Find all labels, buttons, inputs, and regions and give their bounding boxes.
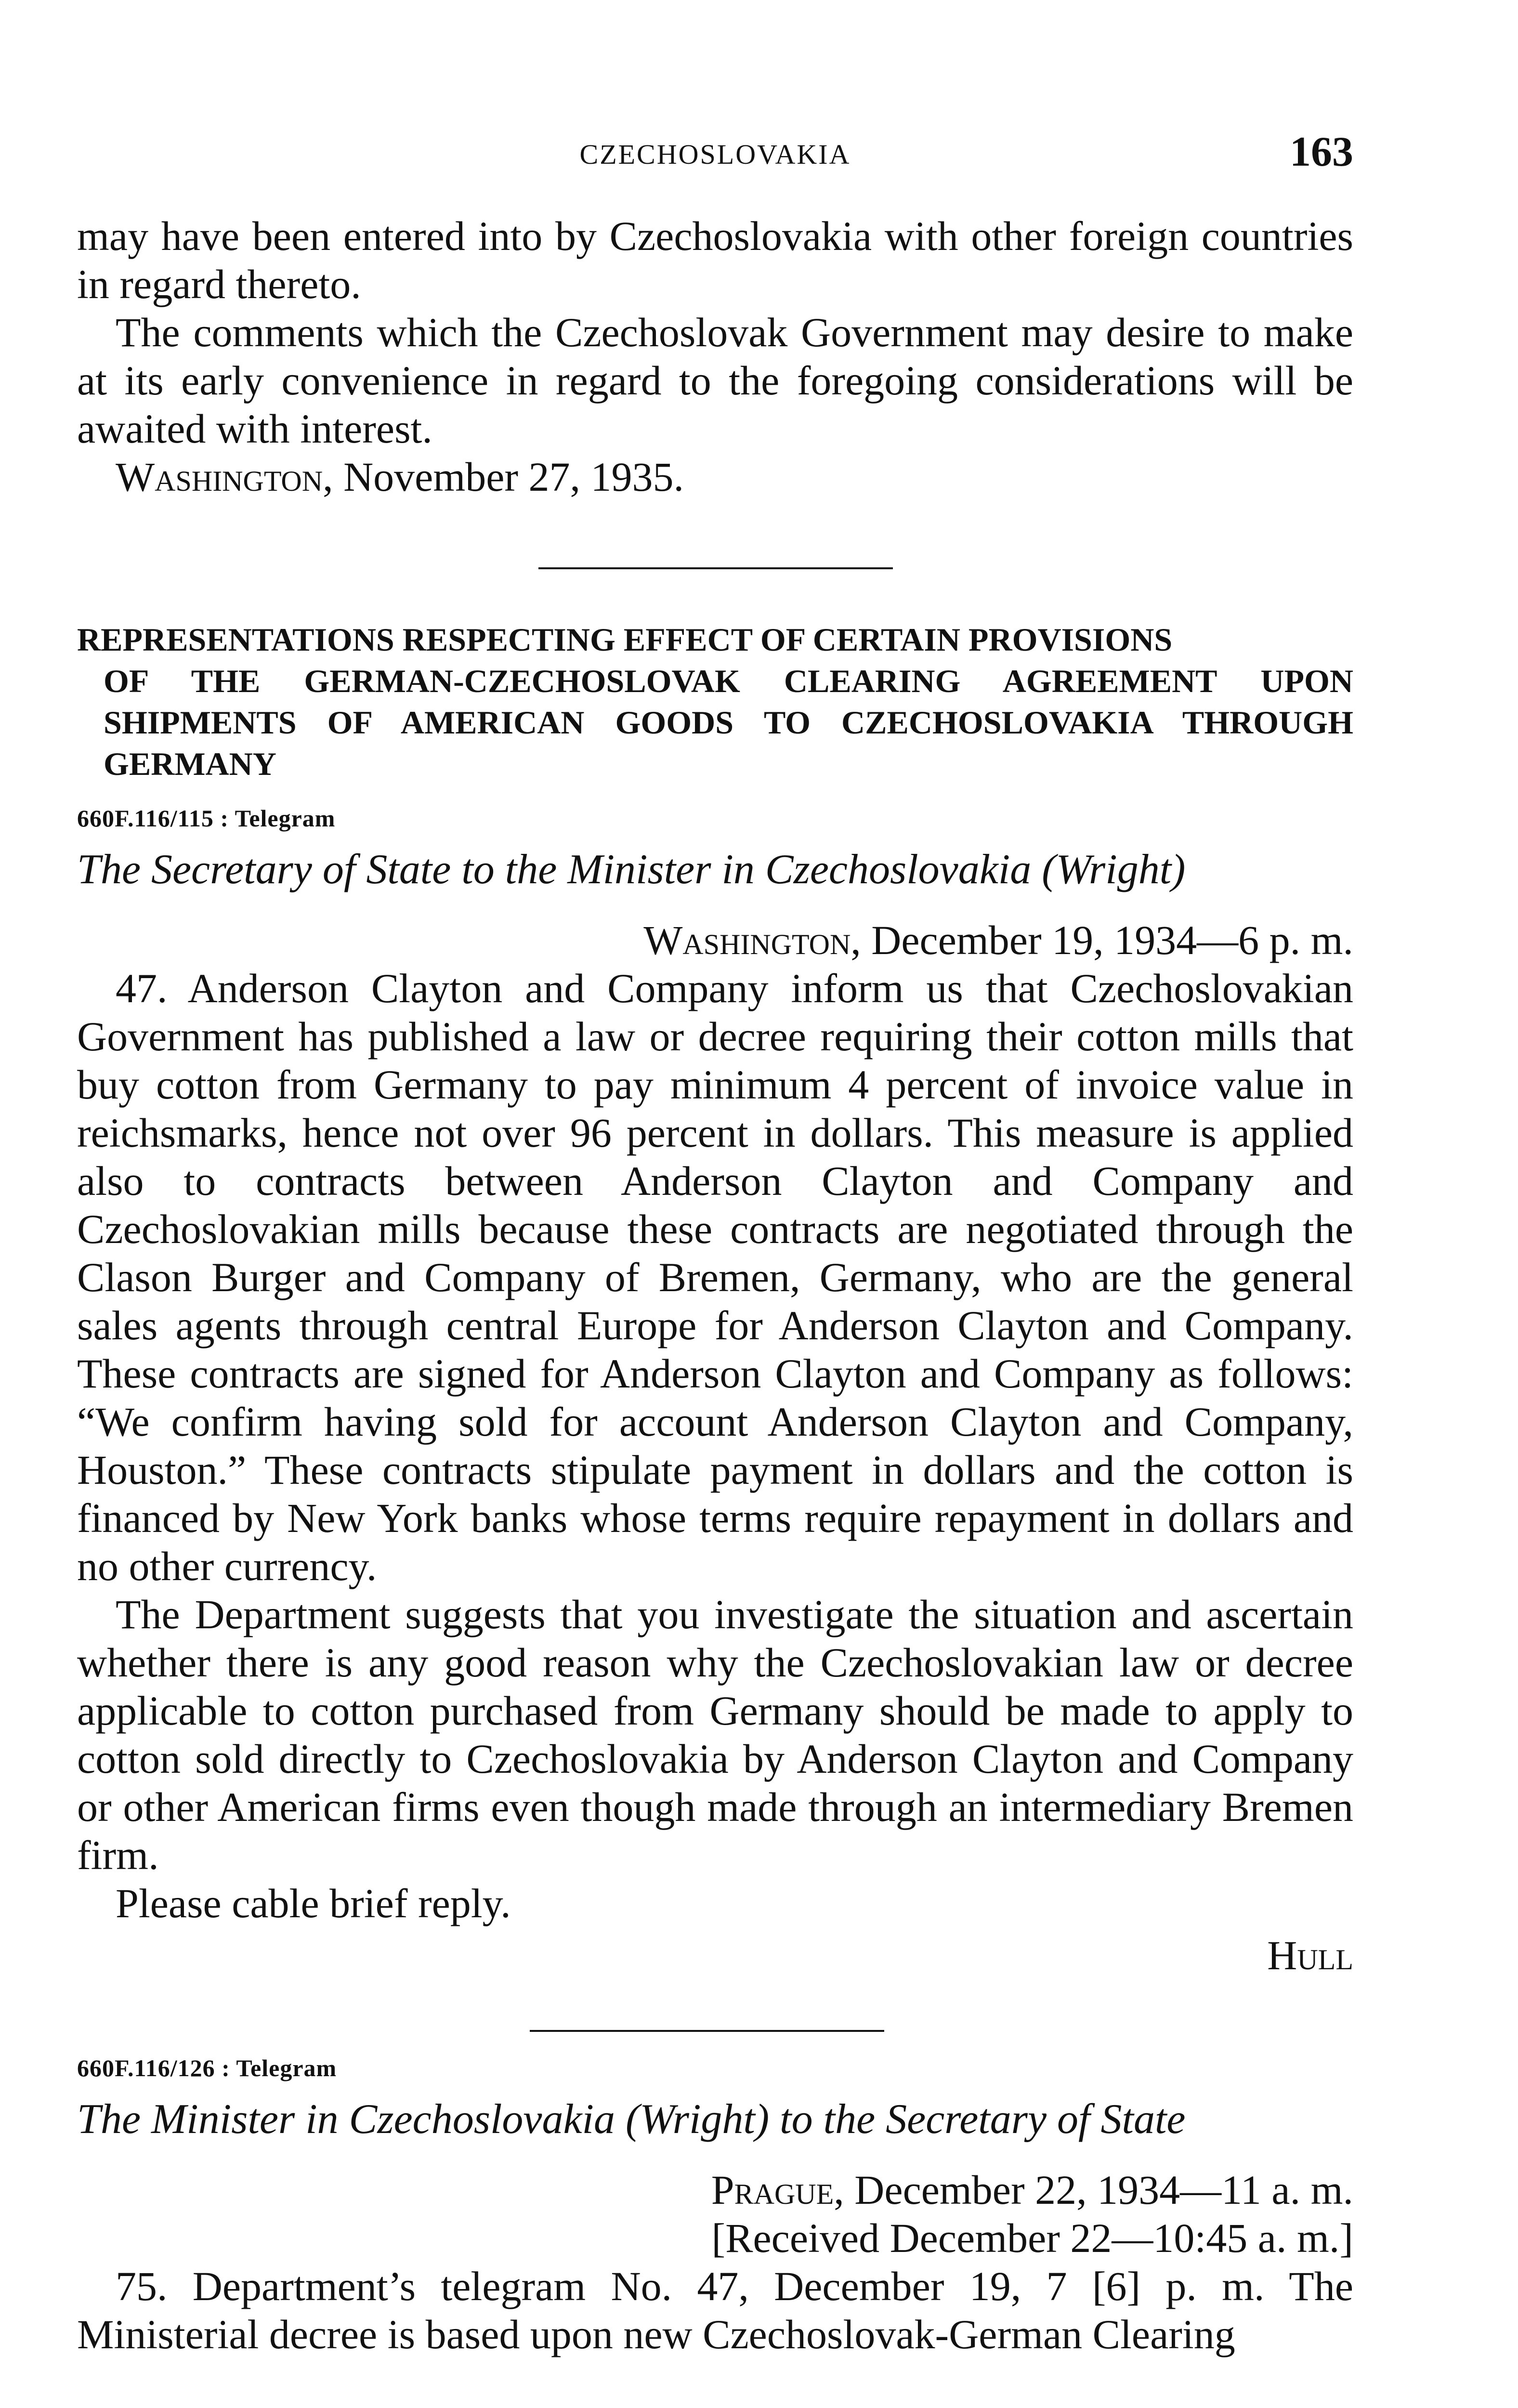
doc2-date: , December 22, 1934—11 a. m. bbox=[834, 2167, 1353, 2213]
page-number: 163 bbox=[1290, 129, 1353, 175]
comments-paragraph: The comments which the Czechoslovak Government may desire to make at its early convenience in regard to the foregoing considerations will be awaited with interest. bbox=[77, 309, 1353, 452]
doc1-place: Washington bbox=[643, 917, 851, 963]
doc1-date: , December 19, 1934—6 p. m. bbox=[851, 917, 1353, 963]
doc2-place: Prague bbox=[711, 2167, 834, 2213]
doc1-paragraph-3: Please cable brief reply. bbox=[116, 1880, 511, 1926]
doc1-dateline bbox=[77, 916, 1353, 964]
doc2-file-ref: 660F.116/126 : Telegram bbox=[77, 2055, 337, 2081]
doc1-paragraph-1: 47. Anderson Clayton and Company inform us that Czechoslovakian Government has published a law or decree requiring their cotton mills that buy cotton from Germany to pay minimum 4 percent of invoice value in reichsmarks, hence not over 96 percent in dollars. This measure is applied also to contracts between Anderson Clayton and Company and Czechoslovakian mills because these contracts are negotiated through the Clason Burger and Company of Bremen, Germany, who are the general sales agents through central Europe for Anderson Clayton and Company. These contracts are signed for Anderson Clayton and Company as follows: “We confirm having sold for account Anderson Clayton and Company, Houston.” These contracts stipulate payment in dollars and the cotton is financed by New York banks whose terms require repayment in dollars and no other currency. bbox=[77, 965, 1353, 1589]
section-heading bbox=[77, 619, 1353, 785]
doc2-title: The Minister in Czechoslovakia (Wright) to the Secretary of State bbox=[77, 2096, 1186, 2143]
section-heading-line1: REPRESENTATIONS RESPECTING EFFECT OF CERTAIN PROVISIONS bbox=[77, 621, 1173, 658]
closing-dateline bbox=[77, 453, 1353, 501]
top-text-block bbox=[77, 212, 1353, 501]
running-head bbox=[77, 128, 1353, 181]
document-2 bbox=[77, 2054, 1353, 2358]
section-heading-rest: OF THE GERMAN-CZECHOSLOVAK CLEARING AGREEMENT UPON SHIPMENTS OF AMERICAN GOODS TO CZECHOSLOVAKIA THROUGH GERMANY bbox=[104, 663, 1353, 782]
doc2-dateline bbox=[77, 2166, 1353, 2214]
dateline-place: Washington bbox=[116, 454, 323, 500]
doc1-signature: Hull bbox=[1267, 1932, 1353, 1978]
section-divider-rule bbox=[538, 567, 893, 569]
doc2-paragraph-1: 75. Department’s telegram No. 47, December 19, 7 [6] p. m. The Ministerial decree is based upon new Czechoslovak-German Clearing bbox=[77, 2263, 1353, 2357]
doc1-file-ref: 660F.116/115 : Telegram bbox=[77, 805, 336, 832]
document-divider-rule bbox=[530, 2030, 884, 2032]
dateline-date: , November 27, 1935. bbox=[323, 454, 684, 500]
running-title: CZECHOSLOVAKIA bbox=[579, 139, 851, 170]
doc2-received: [Received December 22—10:45 a. m.] bbox=[711, 2215, 1353, 2261]
doc1-paragraph-2: The Department suggests that you investigate the situation and ascertain whether there is any good reason why the Czechoslovakian law or decree applicable to cotton purchased from Germany should be made to apply to cotton sold directly to Czechoslovakia by Anderson Clayton and Company or other American firms even though made through an intermediary Bremen firm. bbox=[77, 1591, 1353, 1878]
document-1 bbox=[77, 804, 1353, 1979]
continuation-paragraph: may have been entered into by Czechoslovakia with other foreign countries in regard thereto. bbox=[77, 213, 1353, 307]
doc1-title: The Secretary of State to the Minister in Czechoslovakia (Wright) bbox=[77, 846, 1186, 893]
